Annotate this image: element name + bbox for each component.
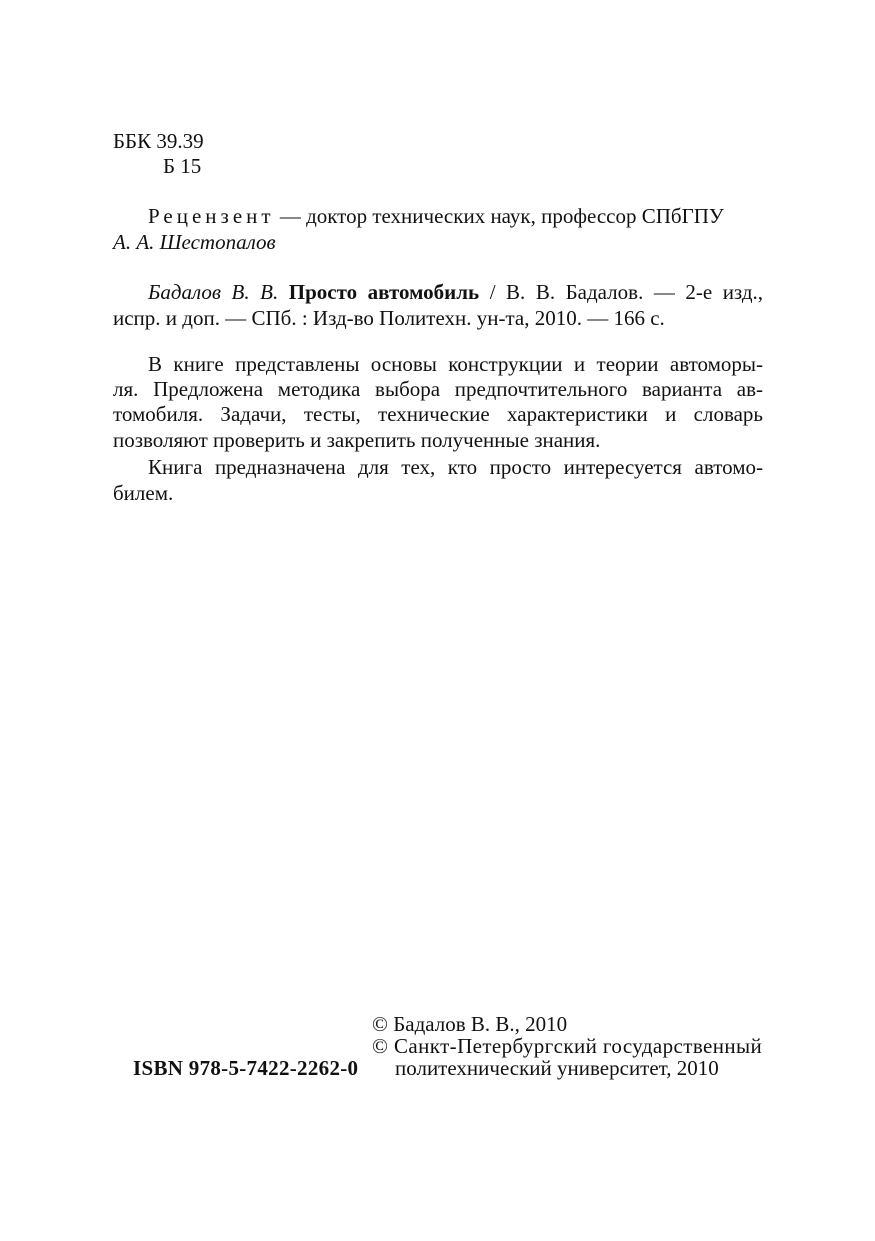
reviewer-name: А. А. Шестопалов xyxy=(113,230,276,254)
copyright-university: © Санкт-Петербургский государственный xyxy=(372,1034,763,1058)
annotation-line: билем. xyxy=(113,481,174,505)
annotation-line: ля. Предложена методика выбора предпочтительного варианта ав- xyxy=(113,377,763,401)
annotation-line: В книге представлены основы конструкции и теории автоморы- xyxy=(148,352,763,376)
book-title: Просто автомобиль xyxy=(288,280,480,304)
reviewer-line xyxy=(148,203,724,229)
annotation-line: томобиля. Задачи, тесты, технические характеристики и словарь xyxy=(113,402,763,426)
annotation-line: Книга предназначена для тех, кто просто интересуется автомо- xyxy=(148,455,763,479)
bbk-index: ББК 39.39 xyxy=(113,129,204,153)
book-author: Бадалов В. В. xyxy=(148,280,279,304)
bibliographic-line-1 xyxy=(148,279,763,305)
bibliographic-rest: / В. В. Бадалов. — 2-е изд., xyxy=(489,280,764,304)
copyright-university-cont: политехнический университет, 2010 xyxy=(395,1056,719,1080)
author-mark: Б 15 xyxy=(163,154,202,178)
copyright-author: © Бадалов В. В., 2010 xyxy=(372,1012,568,1036)
annotation-line: позволяют проверить и закрепить полученные знания. xyxy=(113,428,601,452)
bibliographic-line-2: испр. и доп. — СПб. : Изд-во Политехн. ун-та, 2010. — 166 с. xyxy=(113,306,665,330)
reviewer-description: — доктор технических наук, профессор СПбГПУ xyxy=(279,204,724,228)
isbn: ISBN 978-5-7422-2262-0 xyxy=(133,1056,359,1080)
reviewer-label: Рецензент xyxy=(148,204,275,228)
